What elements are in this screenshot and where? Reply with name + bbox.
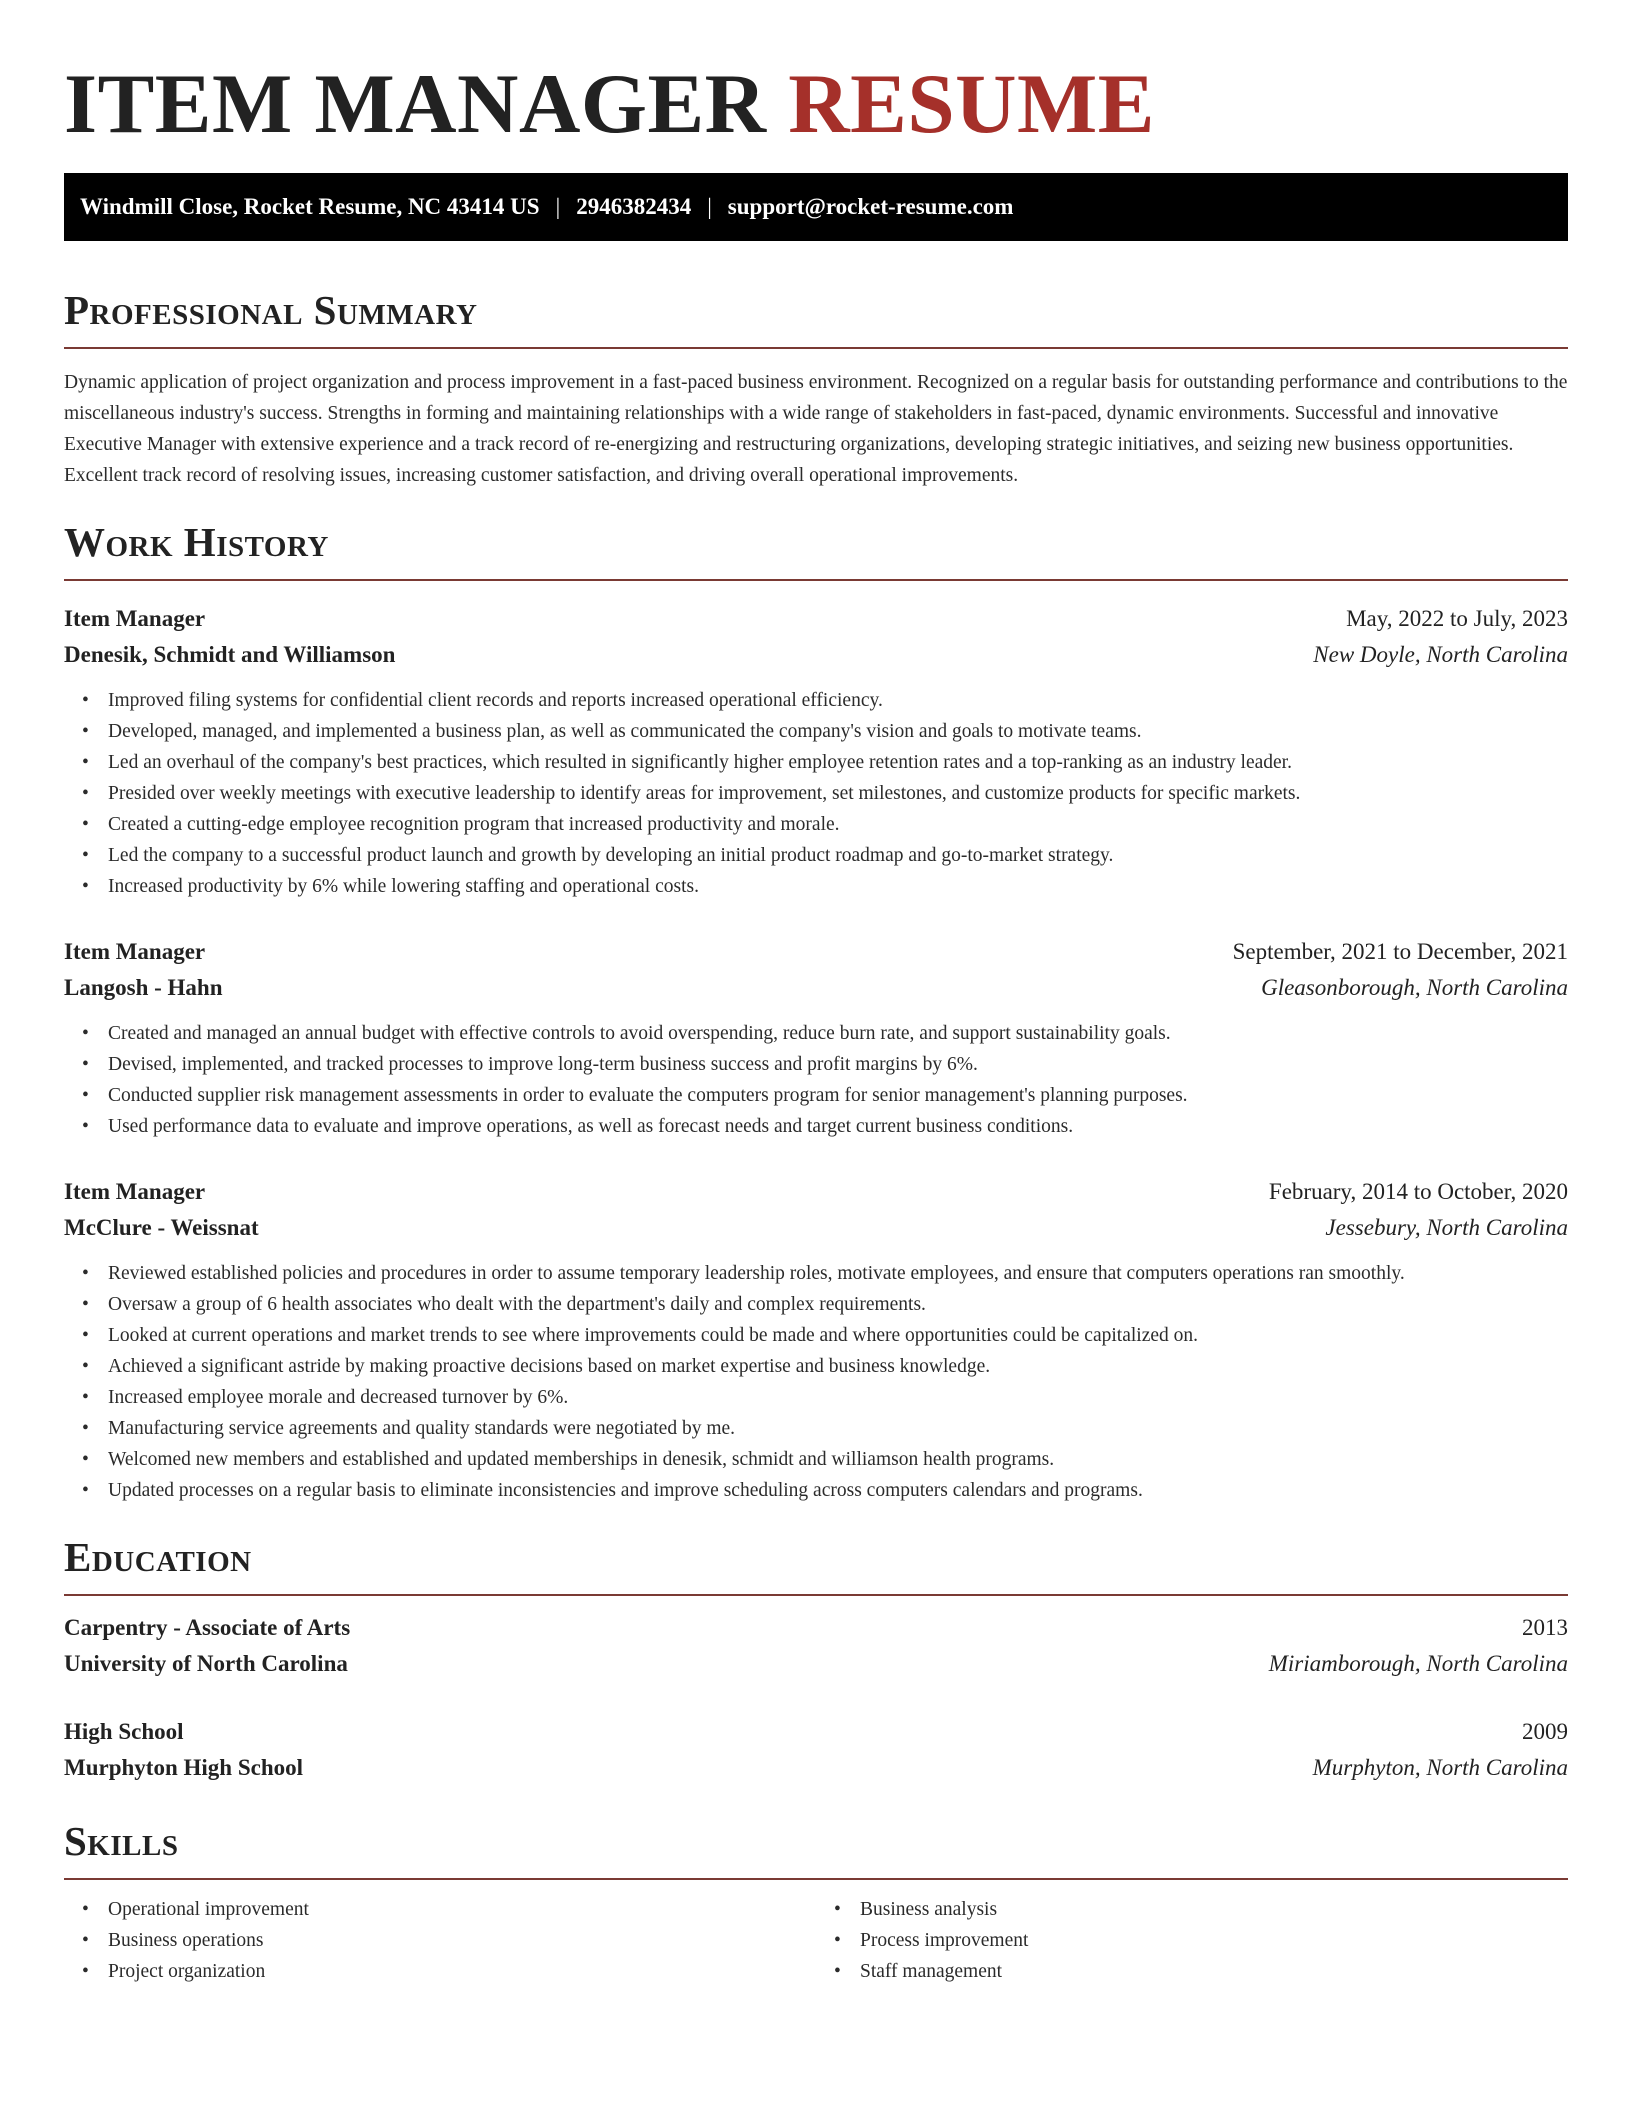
education-school: University of North Carolina — [64, 1651, 348, 1676]
job-title: Item Manager — [64, 606, 206, 631]
list-item: • Used performance data to evaluate and improve operations, as well as forecast needs and target current business conditions. — [108, 1111, 1568, 1142]
list-item: • Achieved a significant astride by making proactive decisions based on market expertise and business knowledge. — [108, 1351, 1568, 1382]
skills-grid — [64, 1894, 1568, 1987]
skills-column-right — [816, 1894, 1568, 1987]
contact-email: support@rocket-resume.com — [727, 194, 1014, 219]
work-entry-header — [64, 1174, 1568, 1210]
skill-item: • Business operations — [108, 1925, 816, 1956]
education-location: Miriamborough, North Carolina — [1268, 1651, 1568, 1676]
contact-phone: 2946382434 — [576, 194, 692, 219]
work-entry-subheader — [64, 637, 1568, 673]
job-bullets — [64, 685, 1568, 902]
skill-item: • Staff management — [860, 1956, 1568, 1987]
skill-item: • Operational improvement — [108, 1894, 816, 1925]
title-accent: RESUME — [788, 57, 1155, 151]
list-item: • Increased productivity by 6% while lowering staffing and operational costs. — [108, 871, 1568, 902]
education-entry-subheader — [64, 1646, 1568, 1682]
contact-separator: | — [555, 194, 561, 219]
job-bullets — [64, 1258, 1568, 1506]
skill-item: • Business analysis — [860, 1894, 1568, 1925]
summary-text: Dynamic application of project organization and process improvement in a fast-paced business environment. Recognized on a regular basis for outstanding performance and contributions to the miscellaneous industry's success. Strengths in forming and maintaining relationships with a wide range of stakeholders in fast-paced, dynamic environments. Successful and innovative Executive Manager with extensive experience and a track record of re-energizing and restructuring organizations, developing strategic initiatives, and seizing new business opportunities. Excellent track record of resolving issues, increasing customer satisfaction, and driving overall operational improvements. — [64, 372, 1568, 486]
work-entry-header — [64, 601, 1568, 637]
list-item: • Led an overhaul of the company's best practices, which resulted in significantly higher employee retention rates and a top-ranking as an industry leader. — [108, 747, 1568, 778]
education-entry-subheader — [64, 1750, 1568, 1786]
job-title: Item Manager — [64, 1179, 206, 1204]
list-item: • Conducted supplier risk management assessments in order to evaluate the computers program for senior management's planning purposes. — [108, 1080, 1568, 1111]
job-location: New Doyle, North Carolina — [1313, 642, 1568, 667]
skill-item: • Project organization — [108, 1956, 816, 1987]
skills-list-left — [64, 1894, 816, 1987]
skills-column-left — [64, 1894, 816, 1987]
education-school: Murphyton High School — [64, 1755, 303, 1780]
job-title: Item Manager — [64, 939, 206, 964]
title-main: ITEM MANAGER — [64, 57, 767, 151]
list-item: • Created and managed an annual budget with effective controls to avoid overspending, reduce burn rate, and support sustainability goals. — [108, 1018, 1568, 1049]
list-item: • Updated processes on a regular basis to eliminate inconsistencies and improve scheduling across computers calendars and programs. — [108, 1475, 1568, 1506]
job-company: McClure - Weissnat — [64, 1215, 259, 1240]
work-entry-2 — [64, 934, 1568, 1142]
job-dates: September, 2021 to December, 2021 — [1232, 939, 1568, 964]
education-entry-1 — [64, 1610, 1568, 1682]
list-item: • Increased employee morale and decreased turnover by 6%. — [108, 1382, 1568, 1413]
list-item: • Led the company to a successful product launch and growth by developing an initial product roadmap and go-to-market strategy. — [108, 840, 1568, 871]
contact-separator: | — [707, 194, 712, 219]
job-location: Jessebury, North Carolina — [1325, 1215, 1568, 1240]
contact-bar — [64, 173, 1568, 241]
list-item: • Manufacturing service agreements and quality standards were negotiated by me. — [108, 1413, 1568, 1444]
education-year: 2013 — [1522, 1615, 1568, 1640]
skills-list-right — [816, 1894, 1568, 1987]
job-bullets — [64, 1018, 1568, 1142]
job-dates: February, 2014 to October, 2020 — [1268, 1179, 1568, 1204]
education-degree: High School — [64, 1719, 184, 1744]
work-entry-3 — [64, 1174, 1568, 1506]
list-item: • Presided over weekly meetings with executive leadership to identify areas for improvement, set milestones, and customize products for specific markets. — [108, 778, 1568, 809]
list-item: • Developed, managed, and implemented a business plan, as well as communicated the company's vision and goals to motivate teams. — [108, 716, 1568, 747]
education-year: 2009 — [1522, 1719, 1568, 1744]
list-item: • Looked at current operations and market trends to see where improvements could be made and where opportunities could be capitalized on. — [108, 1320, 1568, 1351]
education-entry-header — [64, 1610, 1568, 1646]
job-location: Gleasonborough, North Carolina — [1261, 975, 1568, 1000]
work-entry-subheader — [64, 1210, 1568, 1246]
education-degree: Carpentry - Associate of Arts — [64, 1615, 351, 1640]
list-item: • Oversaw a group of 6 health associates who dealt with the department's daily and complex requirements. — [108, 1289, 1568, 1320]
list-item: • Reviewed established policies and procedures in order to assume temporary leadership roles, motivate employees, and ensure that computers operations ran smoothly. — [108, 1258, 1568, 1289]
education-entry-2 — [64, 1714, 1568, 1786]
job-dates: May, 2022 to July, 2023 — [1346, 606, 1568, 631]
education-entry-header — [64, 1714, 1568, 1750]
work-entry-subheader — [64, 970, 1568, 1006]
list-item: • Devised, implemented, and tracked processes to improve long-term business success and profit margins by 6%. — [108, 1049, 1568, 1080]
education-location: Murphyton, North Carolina — [1312, 1755, 1568, 1780]
section-heading-summary: Professional Summary — [64, 285, 1568, 349]
skill-item: • Process improvement — [860, 1925, 1568, 1956]
section-heading-work-history: Work History — [64, 517, 1568, 581]
section-heading-education: Education — [64, 1532, 1568, 1596]
list-item: • Welcomed new members and established and updated memberships in denesik, schmidt and williamson health programs. — [108, 1444, 1568, 1475]
work-entry-1 — [64, 601, 1568, 902]
work-entry-header — [64, 934, 1568, 970]
list-item: • Created a cutting-edge employee recognition program that increased productivity and morale. — [108, 809, 1568, 840]
job-company: Langosh - Hahn — [64, 975, 223, 1000]
contact-address: Windmill Close, Rocket Resume, NC 43414 US — [80, 194, 540, 219]
list-item: • Improved filing systems for confidential client records and reports increased operational efficiency. — [108, 685, 1568, 716]
resume-title — [64, 0, 1568, 150]
section-heading-skills: Skills — [64, 1816, 1568, 1880]
job-company: Denesik, Schmidt and Williamson — [64, 642, 396, 667]
